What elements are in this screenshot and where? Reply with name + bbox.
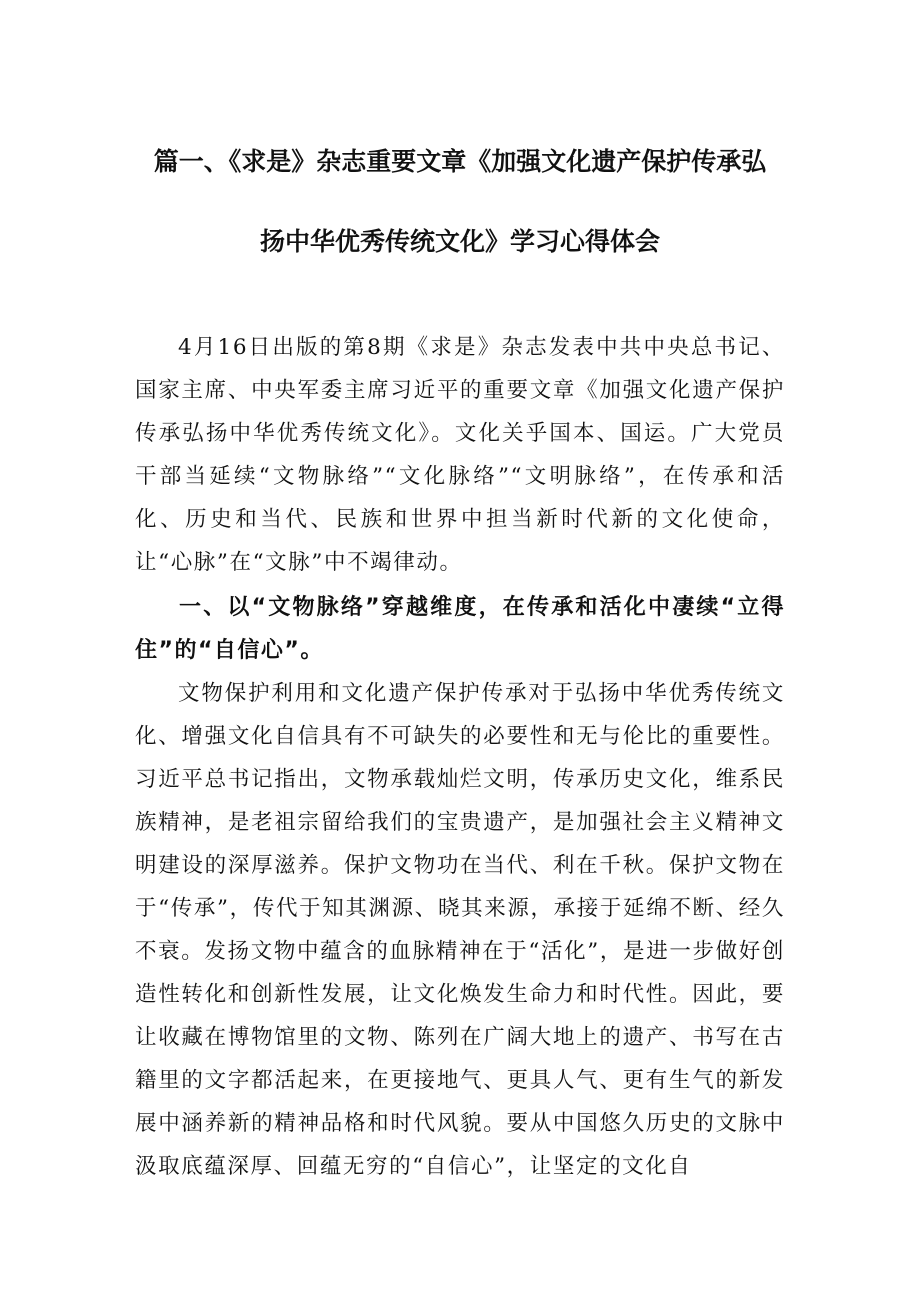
document-title-line-2: 扬中华优秀传统文化》学习心得体会 bbox=[259, 227, 660, 256]
section-heading-1: 一、以“文物脉络”穿越维度，在传承和活化中凄续“立得住”的“自信心”。 bbox=[135, 595, 785, 663]
document-title-line-1: 篇一、《求是》杂志重要文章《加强文化遗产保护传承弘 bbox=[153, 147, 767, 176]
section-1-body-paragraph: 文物保护利用和文化遗产保护传承对于弘扬中华优秀传统文化、增强文化自信具有不可缺失的必要性和无与伦比的重要性。习近平总书记指出，文物承载灿烂文明，传承历史文化，维系民族精神，是老祖宗留给我们的宝贵遗产，是加强社会主义精神文明建设的深厚滋养。保护文物功在当代、利在千秋。保护文物在于“传承”，传代于知其渊源、晓其来源，承接于延绵不断、经久不衰。发扬文物中蕴含的血脉精神在于“活化”，是进一步做好创造性转化和创新性发展，让文化焕发生命力和时代性。因此，要让收藏在博物馆里的文物、陈列在广阔大地上的遗产、书写在古籍里的文字都活起来，在更接地气、更具人气、更有生气的新发展中涵养新的精神品格和时代风貌。要从中国悠久历史的文脉中汲取底蕴深厚、回蕴无穷的“自信心”，让坚定的文化自 bbox=[135, 681, 785, 1179]
intro-paragraph: 4月16日出版的第8期《求是》杂志发表中共中央总书记、国家主席、中央军委主席习近平的重要文章《加强文化遗产保护传承弘扬中华优秀传统文化》。文化关乎国本、国运。广大党员干部当延续“文物脉络”“文化脉络”“文明脉络”，在传承和活化、历史和当代、民族和世界中担当新时代新的文化使命，让“心脉”在“文脉”中不竭律动。 bbox=[135, 335, 785, 575]
